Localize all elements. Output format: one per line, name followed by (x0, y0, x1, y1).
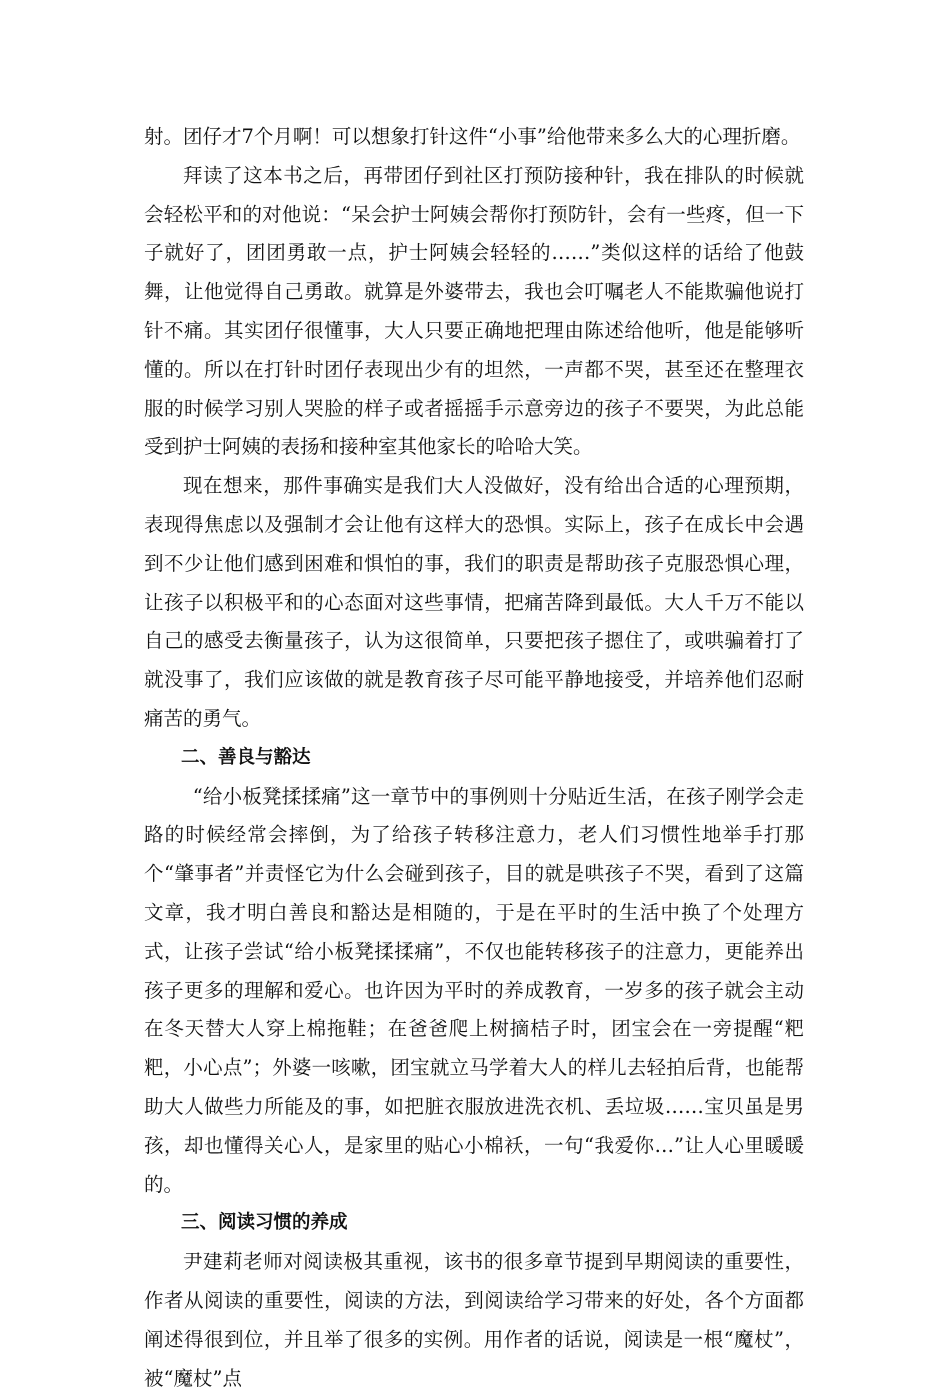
section-heading-kindness: 二、善良与豁达 (181, 746, 311, 768)
paragraph-kindness: “给小板凳揉揉痛”这一章节中的事例则十分贴近生活，在孩子刚学会走路的时候经常会摔倒，为了给孩子转移注意力，老人们习惯性地举手打那个“肇事者”并责怪它为什么会碰到孩子，目的就是哄孩子不哭，看到了这篇文章，我才明白善良和豁达是相随的，于是在平时的生活中换了个处理方式，让孩子尝试“给小板凳揉揉痛”，不仅也能转移孩子的注意力，更能养出孩子更多的理解和爱心。也许因为平时的养成教育，一岁多的孩子就会主动在冬天替大人穿上棉拖鞋；在爸爸爬上树摘桔子时，团宝会在一旁提醒“粑粑，小心点”；外婆一咳嗽，团宝就立马学着大人的样儿去轻拍后背，也能帮助大人做些力所能及的事，如把脏衣服放进洗衣机、丢垃圾……宝贝虽是男孩，却也懂得关心人，是家里的贴心小棉袄，一句“我爱你…”让人心里暖暖的。 (144, 784, 804, 1196)
document-body (144, 118, 804, 1398)
paragraph-reading: 尹建莉老师对阅读极其重视，该书的很多章节提到早期阅读的重要性，作者从阅读的重要性，阅读的方法，到阅读给学习带来的好处，各个方面都阐述得很到位，并且举了很多的实例。用作者的话说，阅读是一根“魔杖”，被“魔杖”点 (144, 1250, 804, 1390)
paragraph-reflection: 现在想来，那件事确实是我们大人没做好，没有给出合适的心理预期，表现得焦虑以及强制才会让他有这样大的恐惧。实际上，孩子在成长中会遇到不少让他们感到困难和惧怕的事，我们的职责是帮助孩子克服恐惧心理，让孩子以积极平和的心态面对这些事情，把痛苦降到最低。大人千万不能以自己的感受去衡量孩子，认为这很简单，只要把孩子摁住了，或哄骗着打了就没事了，我们应该做的就是教育孩子尽可能平静地接受，并培养他们忍耐痛苦的勇气。 (144, 474, 804, 730)
paragraph-continuation: 射。团仔才7个月啊！可以想象打针这件“小事”给他带来多么大的心理折磨。 (144, 125, 801, 148)
section-heading-reading: 三、阅读习惯的养成 (181, 1212, 348, 1234)
paragraph-vaccination-story: 拜读了这本书之后，再带团仔到社区打预防接种针，我在排队的时候就会轻松平和的对他说：“呆会护士阿姨会帮你打预防针，会有一些疼，但一下子就好了，团团勇敢一点，护士阿姨会轻轻的……”类似这样的话给了他鼓舞，让他觉得自己勇敢。就算是外婆带去，我也会叮嘱老人不能欺骗他说打针不痛。其实团仔很懂事，大人只要正确地把理由陈述给他听，他是能够听懂的。所以在打针时团仔表现出少有的坦然，一声都不哭，甚至还在整理衣服的时候学习别人哭脸的样子或者摇摇手示意旁边的孩子不要哭，为此总能受到护士阿姨的表扬和接种室其他家长的哈哈大笑。 (144, 163, 804, 459)
